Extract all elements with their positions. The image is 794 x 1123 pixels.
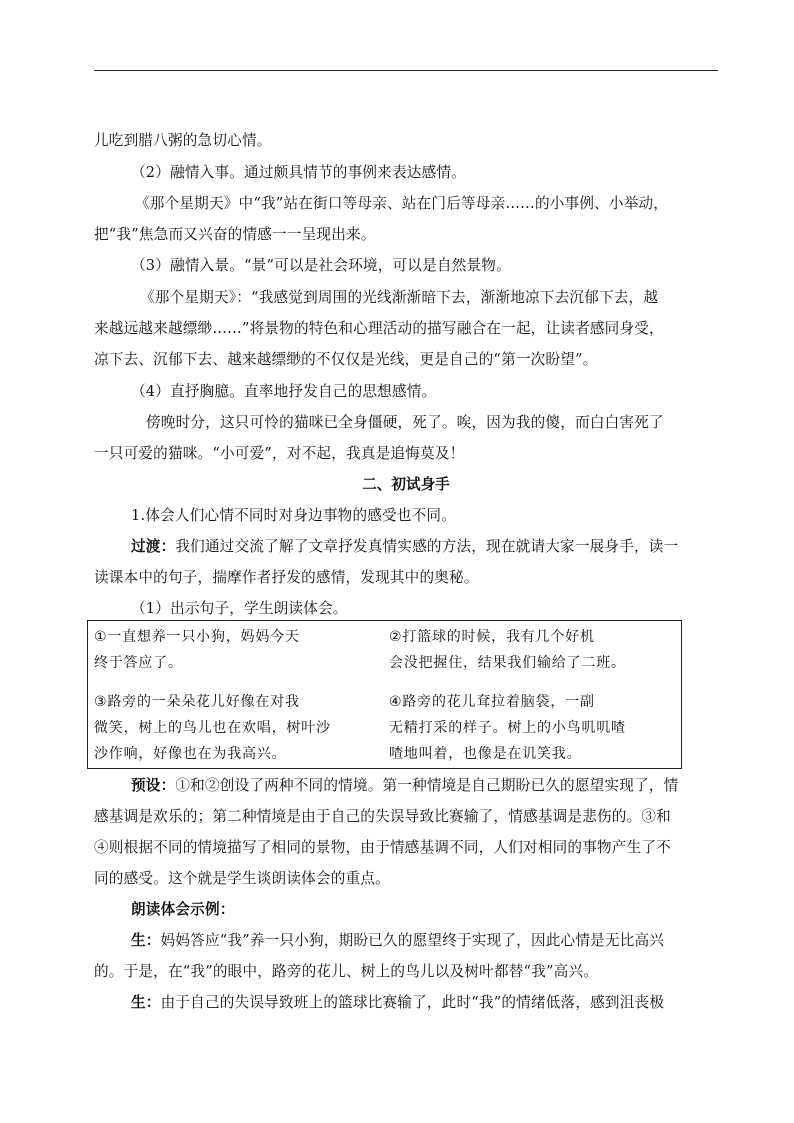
transition-text: 我们通过交流了解了文章抒发真情实感的方法，现在就请大家一展身手，读一 xyxy=(175,538,679,555)
sentence-2-line: ②打篮球的时候，我有几个好机 xyxy=(389,629,595,645)
text-line: 读课本中的句子，揣摩作者抒发的感情，发现其中的奥秘。 xyxy=(94,569,479,586)
preset-text: ①和②创设了两种不同的情境。第一种情境是自己期盼已久的愿望实现了，情 xyxy=(175,777,679,794)
text-line: 一只可爱的猫咪。“小可爱”，对不起，我真是追悔莫及！ xyxy=(94,445,465,462)
preset-line xyxy=(131,776,761,796)
sentence-4-line: ④路旁的花儿耷拉着脑袋，一副 xyxy=(389,694,595,710)
sentence-3-line: 微笑，树上的鸟儿也在欢唱，树叶沙 xyxy=(94,720,331,736)
text-line: ④则根据不同的情境描写了相同的景物，由于情感基调不同，人们对相同的事物产生了不 xyxy=(94,839,671,856)
sentence-2-line: 会没把握住，结果我们输给了二班。 xyxy=(389,655,626,671)
text-line: （2）融情入事。通过颇具情节的事例来表达感情。 xyxy=(131,164,466,181)
sentence-4-line: 喳地叫着，也像是在讥笑我。 xyxy=(389,746,582,762)
step-line: （1）出示句子，学生朗读体会。 xyxy=(131,600,348,617)
text-line: 凉下去、沉郁下去、越来越缥缈的不仅仅是光线，更是自己的“第一次盼望”。 xyxy=(94,351,598,368)
text-line: 来越远越来越缥缈……”将景物的特色和心理活动的描写融合在一起，让读者感同身受， xyxy=(94,320,664,337)
text-line: 同的感受。这个就是学生谈朗读体会的重点。 xyxy=(94,870,390,887)
text-line: 的。于是，在“我”的眼中，路旁的花儿、树上的鸟儿以及树叶都替“我”高兴。 xyxy=(94,963,599,980)
header-rule xyxy=(94,70,718,71)
sentence-3-line: 沙作响，好像也在为我高兴。 xyxy=(94,746,287,762)
transition-line xyxy=(131,537,761,557)
student-line xyxy=(131,931,761,951)
sentence-box xyxy=(87,620,682,769)
sentence-1-line: ①一直想养一只小狗，妈妈今天 xyxy=(94,629,300,645)
text-line: 把“我”焦急而又兴奋的情感一一呈现出来。 xyxy=(94,226,376,243)
text-line: 《那个星期天》中“我”站在街口等母亲、站在门后等母亲……的小事例、小举动， xyxy=(135,195,669,212)
sentence-4-line: 无精打采的样子。树上的小鸟叽叽喳 xyxy=(389,720,626,736)
example-heading-text: 朗读体会示例： xyxy=(131,901,235,918)
text-line: 《那个星期天》：“我感觉到周围的光线渐渐暗下去，渐渐地凉下去沉郁下去，越 xyxy=(140,289,659,306)
sentence-3-line: ③路旁的一朵朵花儿好像在对我 xyxy=(94,694,300,710)
preset-label: 预设： xyxy=(131,777,176,794)
student-line xyxy=(131,993,761,1013)
text-line: 儿吃到腊八粥的急切心情。 xyxy=(94,132,272,149)
transition-label: 过渡： xyxy=(131,538,176,555)
section-heading: 二、初试身手 xyxy=(362,476,450,493)
text-line: （4）直抒胸臆。直率地抒发自己的思想感情。 xyxy=(131,383,437,400)
student-label: 生： xyxy=(131,932,161,949)
student-text: 妈妈答应“我”养一只小狗，期盼已久的愿望终于实现了，因此心情是无比高兴 xyxy=(160,932,665,949)
text-line: 感基调是欢乐的；第二种情境是由于自己的失误导致比赛输了，情感基调是悲伤的。③和 xyxy=(94,808,671,825)
student-text: 由于自己的失误导致班上的篮球比赛输了，此时“我”的情绪低落，感到沮丧极 xyxy=(160,994,665,1011)
sentence-1-line: 终于答应了。 xyxy=(94,655,183,671)
student-label: 生： xyxy=(131,994,161,1011)
text-line: 傍晚时分，这只可怜的猫咪已全身僵硬，死了。唉，因为我的傻，而白白害死了 xyxy=(146,414,664,431)
item-heading: 1.体会人们心情不同时对身边事物的感受也不同。 xyxy=(131,507,456,524)
text-line: （3）融情入景。“景”可以是社会环境，可以是自然景物。 xyxy=(131,257,511,274)
example-heading xyxy=(131,900,761,920)
